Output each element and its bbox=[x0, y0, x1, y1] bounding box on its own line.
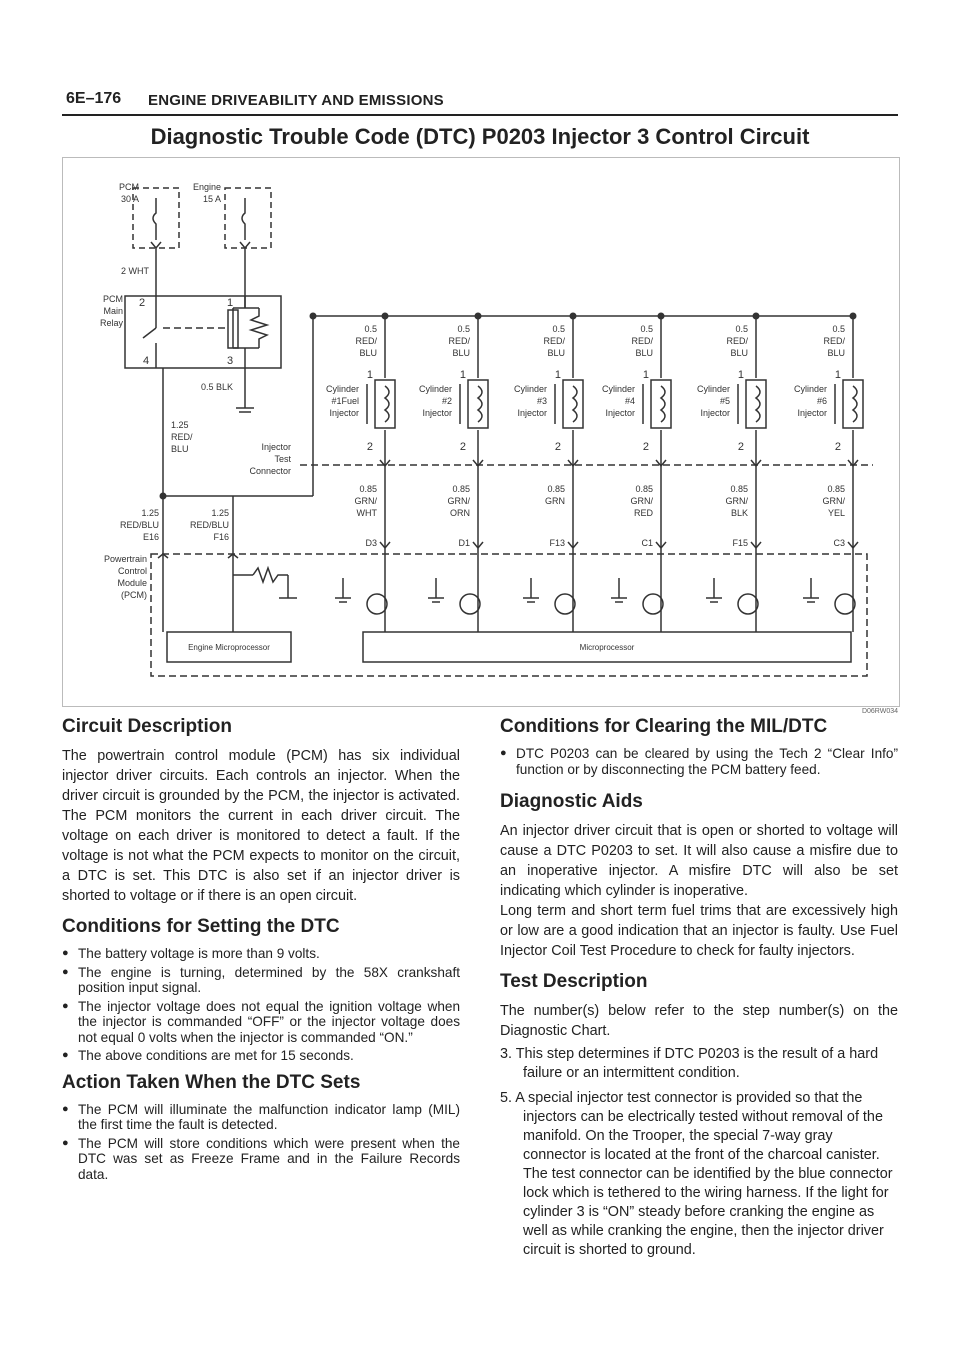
list-item: ● The engine is turning, determined by the 58X crankshaft position input signal. bbox=[62, 965, 460, 996]
figure-id: D06RW034 bbox=[861, 708, 898, 715]
driver-transistor bbox=[367, 594, 387, 614]
page-number: 6E–176 bbox=[66, 90, 122, 107]
page-title: Diagnostic Trouble Code (DTC) P0203 Injector 3 Control Circuit bbox=[150, 124, 810, 149]
test-description-heading: Test Description bbox=[500, 971, 648, 992]
injector-bottom-gauge: 0.85 bbox=[730, 484, 748, 494]
injector-bottom-color-1: GRN/ bbox=[354, 496, 377, 506]
pin-e16-pin: E16 bbox=[142, 532, 159, 542]
pcm-pin: C3 bbox=[833, 538, 845, 548]
pcm-label-2: Control bbox=[117, 566, 147, 576]
splice-dot bbox=[850, 313, 857, 320]
injector-name-2: #6 bbox=[816, 396, 827, 406]
injector-coil bbox=[573, 386, 577, 422]
injector-bottom-color-2: BLK bbox=[730, 508, 748, 518]
driver-transistor bbox=[738, 594, 758, 614]
wire-125-color-1: RED/ bbox=[171, 432, 193, 442]
pcm-label-3: Module bbox=[117, 578, 147, 588]
injector-pin-1: 1 bbox=[737, 369, 744, 381]
pin-f16-pin: F16 bbox=[213, 532, 229, 542]
injector-bottom-color-1: GRN/ bbox=[630, 496, 653, 506]
injector-top-color-2: BLU bbox=[452, 348, 470, 358]
injector-top-color-2: BLU bbox=[547, 348, 565, 358]
pcm-box bbox=[151, 554, 867, 676]
injector-name-1: Cylinder bbox=[513, 384, 547, 394]
injector-bottom-color-2: RED bbox=[633, 508, 653, 518]
driver-transistor bbox=[835, 594, 855, 614]
relay-label-2: Main bbox=[103, 306, 123, 316]
injector-pin-2: 2 bbox=[642, 441, 649, 453]
pcm-pin: D1 bbox=[458, 538, 470, 548]
relay-label-1: PCM bbox=[103, 294, 123, 304]
section-title: ENGINE DRIVEABILITY AND EMISSIONS bbox=[148, 92, 444, 109]
test-connector-label-1: Injector bbox=[261, 442, 291, 452]
pcm-pin: C1 bbox=[641, 538, 653, 548]
splice-dot bbox=[658, 313, 665, 320]
pin-e16-color: RED/BLU bbox=[119, 520, 159, 530]
injector-top-color-2: BLU bbox=[730, 348, 748, 358]
wire-125-gauge: 1.25 bbox=[171, 420, 189, 430]
injector-coil bbox=[385, 386, 389, 422]
injector-columns bbox=[326, 313, 863, 633]
injector-bottom-gauge: 0.85 bbox=[359, 484, 377, 494]
injector-pin-2: 2 bbox=[834, 441, 841, 453]
injector-bottom-color-2: YEL bbox=[827, 508, 845, 518]
injector-name-1: Cylinder bbox=[325, 384, 359, 394]
injector-name-1: Cylinder bbox=[793, 384, 827, 394]
driver-transistor bbox=[643, 594, 663, 614]
relay-pin-4: 4 bbox=[143, 355, 150, 367]
injector-top-color-1: RED/ bbox=[823, 336, 845, 346]
injector-pin-2: 2 bbox=[459, 441, 466, 453]
injector-bottom-color-1: GRN/ bbox=[447, 496, 470, 506]
diagnostic-aids-heading: Diagnostic Aids bbox=[500, 791, 643, 812]
relay-pin-3: 3 bbox=[227, 355, 234, 367]
injector-bottom-gauge: 0.85 bbox=[827, 484, 845, 494]
list-item: ● The injector voltage does not equal the ignition voltage when the injector is commanded “OFF” or the injector voltage does not equal 0 volts when the injector is commanded “ON.” bbox=[62, 999, 460, 1046]
wire-label-05blk: 0.5 BLK bbox=[200, 382, 233, 392]
injector-top-gauge: 0.5 bbox=[552, 324, 565, 334]
circuit-description-text: The powertrain control module (PCM) has six individual injector driver circuits. Each controls an injector. When the driver circuit is grounded by the PCM, the injector is activated. The PCM monitors the current in each driver circuit. The voltage on each driver is monitored to detect a fault. If the voltage is not what the PCM expects to monitor on the circuit, a DTC is set. This DTC is also set if an injector driver is shorted to voltage or if there is an open circuit. bbox=[62, 748, 460, 904]
left-column bbox=[62, 716, 460, 1190]
fuse-engine-name: Engine bbox=[192, 182, 221, 192]
injector-top-gauge: 0.5 bbox=[640, 324, 653, 334]
injector-top-color-1: RED/ bbox=[543, 336, 565, 346]
injector-coil bbox=[661, 386, 665, 422]
injector-name-1: Cylinder bbox=[696, 384, 730, 394]
engine-microprocessor-label: Engine Microprocessor bbox=[188, 643, 270, 652]
injector-coil-box bbox=[651, 380, 671, 428]
injector-top-gauge: 0.5 bbox=[364, 324, 377, 334]
driver-transistor bbox=[555, 594, 575, 614]
list-item: ● The PCM will store conditions which were present when the DTC was set as Freeze Frame and in the Failure Records data. bbox=[62, 1136, 460, 1183]
splice-dot bbox=[570, 313, 577, 320]
relay-pin-1: 1 bbox=[227, 297, 234, 309]
fuse-pcm-rating: 30 A bbox=[120, 194, 139, 204]
pcm-pin: F13 bbox=[549, 538, 565, 548]
injector-pin-1: 1 bbox=[834, 369, 841, 381]
injector-bottom-color-2: WHT bbox=[356, 508, 377, 518]
injector-top-gauge: 0.5 bbox=[735, 324, 748, 334]
injector-name-3: Injector bbox=[605, 408, 635, 418]
list-item: ● The PCM will illuminate the malfunction indicator lamp (MIL) the first time the fault is detected. bbox=[62, 1102, 460, 1133]
test-connector-label-3: Connector bbox=[249, 466, 291, 476]
fuse-pcm bbox=[153, 198, 156, 240]
diagnostic-aids-text-1: An injector driver circuit that is open or shorted to voltage will cause a DTC P0203 to set. It will also cause a misfire due to an inoperative injector. A misfire DTC will also be set indicating which cylinder is inoperative. bbox=[500, 823, 898, 899]
page-header bbox=[62, 88, 898, 118]
injector-bottom-color-1: GRN/ bbox=[725, 496, 748, 506]
injector-bottom-gauge: 0.85 bbox=[452, 484, 470, 494]
injector-pin-1: 1 bbox=[459, 369, 466, 381]
injector-top-color-1: RED/ bbox=[448, 336, 470, 346]
driver-transistor bbox=[460, 594, 480, 614]
injector-name-2: #2 bbox=[441, 396, 452, 406]
pcm-pin: D3 bbox=[365, 538, 377, 548]
action-taken-list bbox=[62, 1102, 460, 1183]
splice-dot bbox=[382, 313, 389, 320]
test-step-5: 5. A special injector test connector is provided so that the injectors can be electrically tested without removal of the manifold. On the Trooper, the special 7-way gray connector is located at the front of the charcoal canister. The test connector can be identified by the blue connector lock which is tethered to the wiring harness. If the light for cylinder 3 is “ON” steady before cranking the engine as well as while cranking the engine, then the injector driver circuit is shorted to ground. bbox=[500, 1090, 893, 1258]
relay-pin-2: 2 bbox=[139, 297, 146, 309]
right-column bbox=[500, 716, 898, 1266]
injector-coil-box bbox=[843, 380, 863, 428]
test-step-3: 3. This step determines if DTC P0203 is the result of a hard failure or an intermittent condition. bbox=[500, 1046, 879, 1081]
wire-label-2wht: 2 WHT bbox=[121, 266, 149, 276]
splice-dot bbox=[475, 313, 482, 320]
injector-top-color-1: RED/ bbox=[355, 336, 377, 346]
injector-name-1: Cylinder bbox=[418, 384, 452, 394]
setting-conditions-list bbox=[62, 946, 460, 1064]
list-item: ● The battery voltage is more than 9 volts. bbox=[62, 946, 460, 962]
fuse-engine-rating: 15 A bbox=[202, 194, 221, 204]
injector-pin-2: 2 bbox=[366, 441, 373, 453]
injector-name-3: Injector bbox=[700, 408, 730, 418]
fuse-box-engine bbox=[225, 188, 271, 248]
header-rule bbox=[62, 114, 898, 116]
wire-125-color-2: BLU bbox=[171, 444, 189, 454]
injector-name-3: Injector bbox=[797, 408, 827, 418]
injector-name-1: Cylinder bbox=[601, 384, 635, 394]
injector-bottom-gauge: 0.85 bbox=[635, 484, 653, 494]
injector-bottom-color-1: GRN/ bbox=[822, 496, 845, 506]
pcm-label-4: (PCM) bbox=[121, 590, 147, 600]
injector-coil-box bbox=[375, 380, 395, 428]
setting-conditions-heading: Conditions for Setting the DTC bbox=[62, 916, 340, 937]
injector-coil bbox=[853, 386, 857, 422]
injector-pin-2: 2 bbox=[737, 441, 744, 453]
injector-coil bbox=[478, 386, 482, 422]
injector-name-3: Injector bbox=[517, 408, 547, 418]
clearing-conditions-list bbox=[500, 746, 898, 777]
injector-pin-1: 1 bbox=[642, 369, 649, 381]
fuse-pcm-name: PCM bbox=[119, 182, 139, 192]
injector-top-color-1: RED/ bbox=[726, 336, 748, 346]
injector-pin-1: 1 bbox=[554, 369, 561, 381]
pcm-pin: F15 bbox=[732, 538, 748, 548]
test-description-intro: The number(s) below refer to the step number(s) on the Diagnostic Chart. bbox=[500, 1003, 898, 1039]
injector-bottom-color-1: GRN bbox=[545, 496, 565, 506]
clearing-conditions-heading: Conditions for Clearing the MIL/DTC bbox=[500, 716, 828, 737]
splice-dot bbox=[753, 313, 760, 320]
fuse-engine bbox=[242, 198, 245, 240]
injector-coil-box bbox=[563, 380, 583, 428]
list-item: ● DTC P0203 can be cleared by using the Tech 2 “Clear Info” function or by disconnecting the PCM battery feed. bbox=[500, 746, 898, 777]
injector-bottom-color-2: ORN bbox=[450, 508, 470, 518]
injector-name-2: #1Fuel bbox=[331, 396, 359, 406]
injector-top-color-2: BLU bbox=[827, 348, 845, 358]
pin-f16-gauge: 1.25 bbox=[211, 508, 229, 518]
injector-coil bbox=[756, 386, 760, 422]
injector-name-3: Injector bbox=[329, 408, 359, 418]
wiring-diagram bbox=[62, 157, 900, 707]
injector-coil-box bbox=[468, 380, 488, 428]
injector-bottom-gauge: 0.85 bbox=[547, 484, 565, 494]
injector-name-2: #5 bbox=[719, 396, 730, 406]
relay-label-3: Relay bbox=[99, 318, 123, 328]
pin-f16-color: RED/BLU bbox=[189, 520, 229, 530]
injector-pin-1: 1 bbox=[366, 369, 373, 381]
injector-top-color-2: BLU bbox=[635, 348, 653, 358]
circuit-description-heading: Circuit Description bbox=[62, 716, 232, 737]
list-item: ● The above conditions are met for 15 seconds. bbox=[62, 1048, 460, 1064]
pcm-label-1: Powertrain bbox=[103, 554, 147, 564]
action-taken-heading: Action Taken When the DTC Sets bbox=[62, 1071, 361, 1093]
pin-e16-gauge: 1.25 bbox=[141, 508, 159, 518]
injector-top-gauge: 0.5 bbox=[457, 324, 470, 334]
injector-name-2: #4 bbox=[624, 396, 635, 406]
microprocessor-label: Microprocessor bbox=[579, 643, 635, 652]
injector-top-color-2: BLU bbox=[359, 348, 377, 358]
diagnostic-aids-text-2: Long term and short term fuel trims that are excessively high or low are a good indication that an injector is faulty. Use Fuel Injector Coil Test Procedure to check for faulty injectors. bbox=[500, 903, 898, 959]
injector-name-2: #3 bbox=[536, 396, 547, 406]
injector-top-gauge: 0.5 bbox=[832, 324, 845, 334]
injector-pin-2: 2 bbox=[554, 441, 561, 453]
injector-coil-box bbox=[746, 380, 766, 428]
injector-top-color-1: RED/ bbox=[631, 336, 653, 346]
injector-name-3: Injector bbox=[422, 408, 452, 418]
test-connector-label-2: Test bbox=[274, 454, 291, 464]
